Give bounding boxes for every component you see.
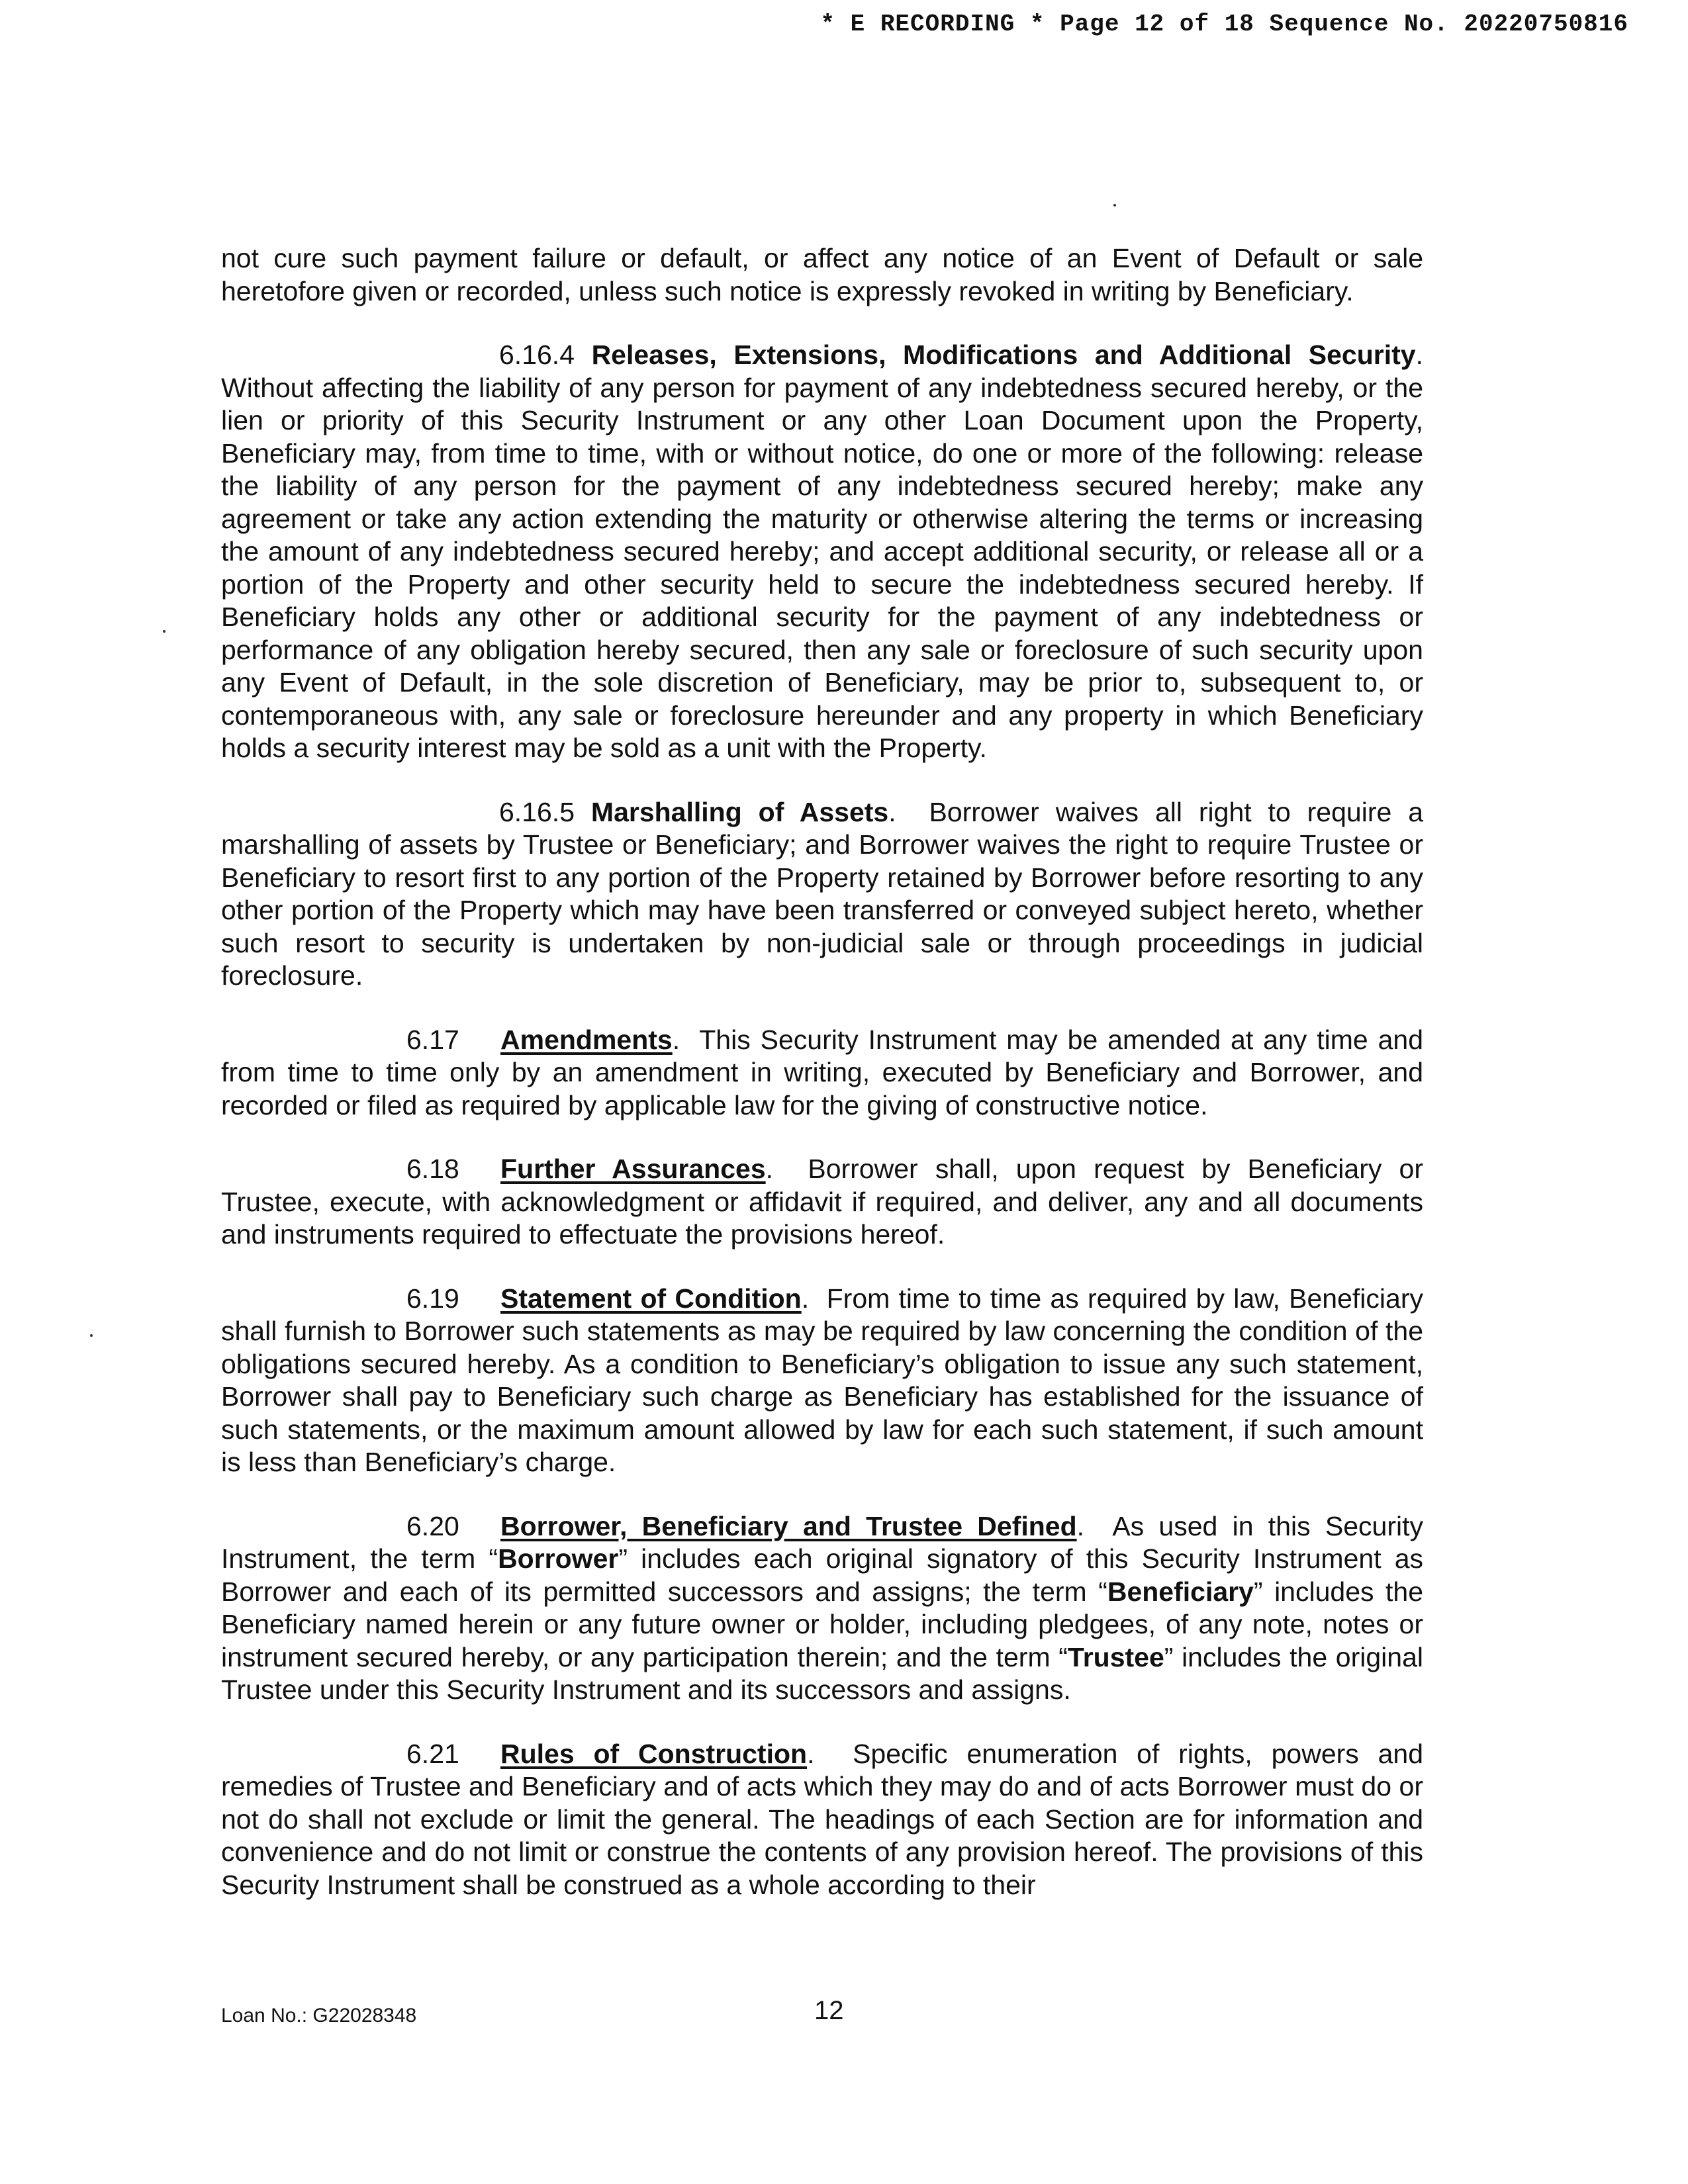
recording-stamp-header: * E RECORDING * Page 12 of 18 Sequence No. 20220750816 [820,11,1628,38]
section-6-18: 6.18 Further Assurances. Borrower shall, upon request by Beneficiary or Trustee, execute, with acknowledgment or affidavit if required, and deliver, any and all documents and instruments required to effectuate the provisions hereof. [221,1154,1423,1250]
section-number: 6.20 [406,1510,459,1541]
section-text: As used in this Security Instrument, the term “ [221,1510,1423,1574]
section-6-19: 6.19 Statement of Condition. From time to time as required by law, Beneficiary shall furnish to Borrower such statements as may be required by law concerning the condition of the obligations secured hereby. As a condition to Beneficiary’s obligation to issue any such statement, Borrower shall pay to Beneficiary such charge as Beneficiary has established for the issuance of such statements, or the maximum amount allowed by law for each such statement, if such amount is less than Beneficiary’s charge. [221,1283,1423,1477]
page-number: 12 [814,1996,844,2025]
section-6-20: 6.20 Borrower, Beneficiary and Trustee Defined. As used in this Security Instrument, the term “Borrower” includes each original signatory of this Security Instrument as Borrower and each of its permitted successors and assigns; the term “Beneficiary” includes the Beneficiary named herein or any future owner or holder, including pledgees, of any note, notes or instrument secured hereby, or any participation therein; and the term “Trustee” includes the original Trustee under this Security Instrument and its successors and assigns. [221,1510,1423,1705]
section-text: From time to time as required by law, Beneficiary shall furnish to Borrower such statements as may be required by law concerning the condition of the obligations secured hereby. As a condition to Beneficiary’s obligation to issue any such statement, Borrower shall pay to Beneficiary such charge as Beneficiary has established for the issuance of such statements, or the maximum amount allowed by law for each such statement, if such amount is less than Beneficiary’s charge. [221,1283,1423,1477]
section-heading: Statement of Condition [500,1283,802,1314]
section-text: ” includes the Beneficiary named herein or any future owner or holder, including pledgees, of any note, notes or instrument secured hereby, or any participation therein; and the term “ [221,1576,1423,1672]
defined-term-borrower: Borrower [498,1543,619,1574]
loan-number: Loan No.: G22028348 [221,2005,417,2026]
section-6-17: 6.17 Amendments. This Security Instrument may be amended at any time and from time to time only by an amendment in writing, executed by Beneficiary and Borrower, and recorded or filed as required by applicable law for the giving of constructive notice. [221,1024,1423,1120]
section-6-16-5: 6.16.5 Marshalling of Assets. Borrower waives all right to require a marshalling of assets by Trustee or Beneficiary; and Borrower waives the right to require Trustee or Beneficiary to resort first to any portion of the Property retained by Borrower before resorting to any other portion of the Property which may have been transferred or conveyed subject hereto, whether such resort to security is undertaken by non-judicial sale or through proceedings in judicial foreclosure. [221,796,1423,991]
section-text: Without affecting the liability of any person for payment of any indebtedness secured hereby, or the lien or priority of this Security Instrument or any other Loan Document upon the Property, Beneficiary may, from time to time, with or without notice, do one or more of the following: release the liability of any person for the payment of any indebtedness secured hereby; make any agreement or take any action extending the maturity or otherwise altering the terms or increasing the amount of any indebtedness secured hereby; and accept additional security, or release all or a portion of the Property and other security held to secure the indebtedness secured hereby. If Beneficiary holds any other or additional security for the payment of any indebtedness or performance of any obligation hereby secured, then any sale or foreclosure of such security upon any Event of Default, in the sole discretion of Beneficiary, may be prior to, subsequent to, or contemporaneous with, any sale or foreclosure hereunder and any property in which Beneficiary holds a security interest may be sold as a unit with the Property. [221,372,1423,763]
section-text: ” includes the original Trustee under this Security Instrument and its successors and assigns. [221,1641,1423,1705]
section-number: 6.21 [406,1738,459,1769]
section-number: 6.19 [406,1283,459,1314]
section-number: 6.16.5 [499,796,575,827]
defined-term-beneficiary: Beneficiary [1107,1576,1254,1607]
scan-speck [1113,204,1116,206]
scan-speck [90,1334,93,1337]
section-heading: Borrower, Beneficiary and Trustee Defined [500,1510,1077,1541]
section-heading: Marshalling of Assets [590,796,889,827]
paragraph-text: not cure such payment failure or default, or affect any notice of an Event of Default or sale heretofore given or recorded, unless such notice is expressly revoked in writing by Beneficiary. [221,243,1423,306]
section-6-16-4: 6.16.4 Releases, Extensions, Modifications and Additional Security. Without affecting the liability of any person for payment of any indebtedness secured hereby, or the lien or priority of this Security Instrument or any other Loan Document upon the Property, Beneficiary may, from time to time, with or without notice, do one or more of the following: release the liability of any person for the payment of any indebtedness secured hereby; make any agreement or take any action extending the maturity or otherwise altering the terms or increasing the amount of any indebtedness secured hereby; and accept additional security, or release all or a portion of the Property and other security held to secure the indebtedness secured hereby. If Beneficiary holds any other or additional security for the payment of any indebtedness or performance of any obligation hereby secured, then any sale or foreclosure of such security upon any Event of Default, in the sole discretion of Beneficiary, may be prior to, subsequent to, or contemporaneous with, any sale or foreclosure hereunder and any property in which Beneficiary holds a security interest may be sold as a unit with the Property. [221,340,1423,763]
scan-speck [163,630,165,633]
section-heading: Rules of Construction [500,1738,808,1769]
section-number: 6.18 [406,1154,459,1184]
section-6-21: 6.21 Rules of Construction. Specific enumeration of rights, powers and remedies of Trustee and Beneficiary and of acts which they may do and of acts Borrower must do or not do shall not exclude or limit the general. The headings of each Section are for information and convenience and do not limit or construe the contents of any provision hereof. The provisions of this Security Instrument shall be construed as a whole according to their [221,1738,1424,1900]
continuation-paragraph [221,242,1423,308]
section-text: Borrower waives all right to require a marshalling of assets by Trustee or Beneficiary; and Borrower waives the right to require Trustee or Beneficiary to resort first to any portion of the Property retained by Borrower before resorting to any other portion of the Property which may have been transferred or conveyed subject hereto, whether such resort to security is undertaken by non-judicial sale or through proceedings in judicial foreclosure. [221,796,1423,991]
section-text: Borrower shall, upon request by Beneficiary or Trustee, execute, with acknowledgment or affidavit if required, and deliver, any and all documents and instruments required to effectuate the provisions hereof. [221,1154,1423,1250]
document-body [221,242,1423,1933]
section-text: ” includes each original signatory of this Security Instrument as Borrower and each of its permitted successors and assigns; the term “ [221,1543,1423,1607]
section-text: Specific enumeration of rights, powers and remedies of Trustee and Beneficiary and of acts which they may do and of acts Borrower must do or not do shall not exclude or limit the general. The headings of each Section are for information and convenience and do not limit or construe the contents of any provision hereof. The provisions of this Security Instrument shall be construed as a whole according to their [221,1738,1424,1900]
section-number: 6.16.4 [499,340,575,370]
section-heading: Releases, Extensions, Modifications and Additional Security [591,340,1416,370]
section-heading: Further Assurances [500,1154,766,1184]
defined-term-trustee: Trustee [1067,1641,1164,1672]
section-text: This Security Instrument may be amended at any time and from time to time only by an amendment in writing, executed by Beneficiary and Borrower, and recorded or filed as required by applicable law for the giving of constructive notice. [221,1024,1423,1120]
section-number: 6.17 [406,1024,459,1055]
section-heading: Amendments [500,1024,673,1055]
